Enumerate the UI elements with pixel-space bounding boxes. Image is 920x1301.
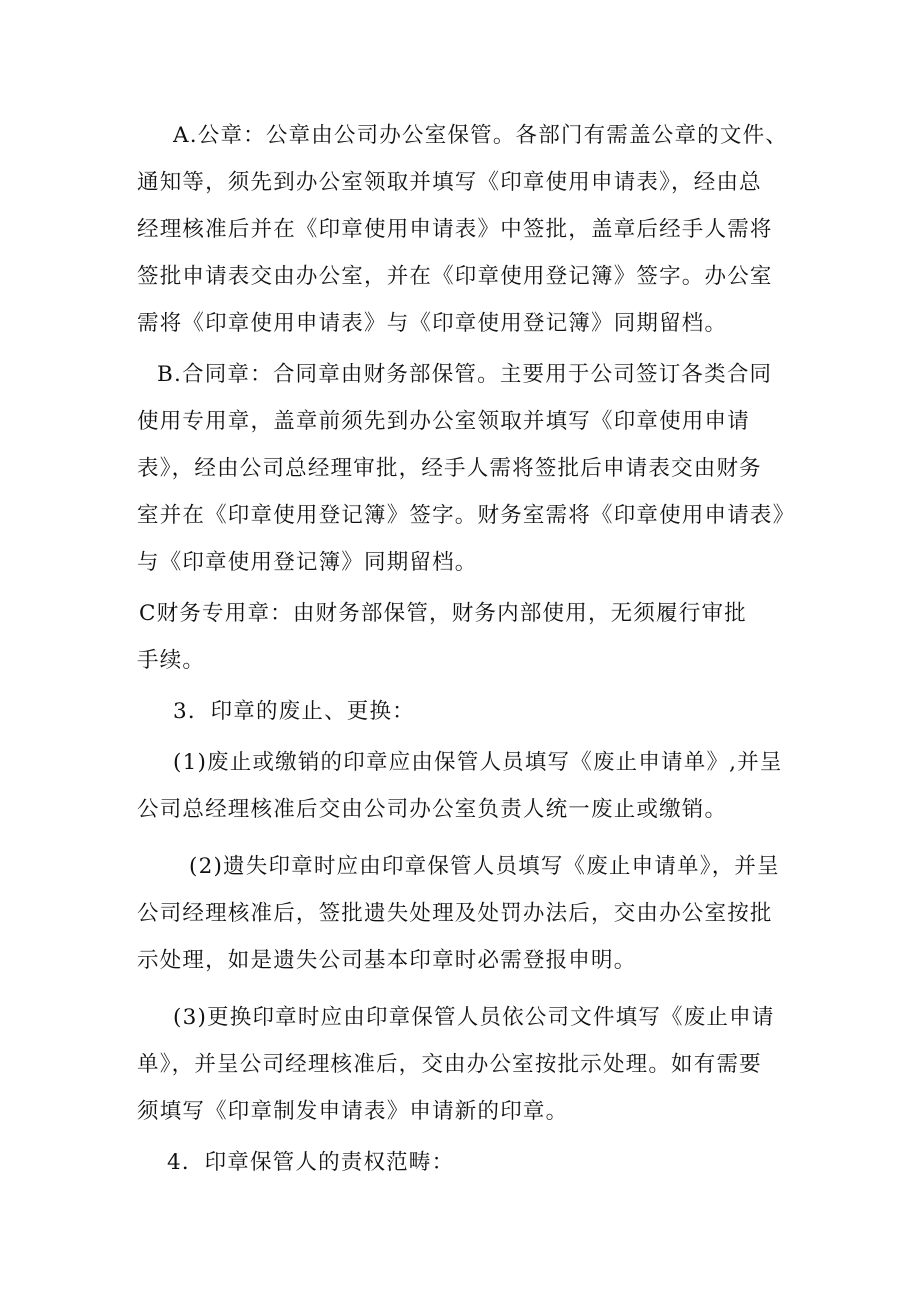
paragraph-official-seal [137,112,797,347]
text-line: C财务专用章：由财务部保管，财务内部使用，无须履行审批 [139,601,747,626]
document-body [137,112,797,1186]
text-line: B.合同章：合同章由财务部保管。主要用于公司签订各类合同 [157,362,773,387]
text-line: 室并在《印章使用登记簿》签字。财务室需将《印章使用申请表》 [137,503,796,528]
text-line: 手续。 [137,648,206,673]
text-line: 签批申请表交由办公室，并在《印章使用登记簿》签字。办公室 [137,264,773,289]
text-line: 与《印章使用登记簿》同期留档。 [137,550,478,575]
text-line: 3．印章的废止、更换： [173,699,415,724]
text-line: 4．印章保管人的责权范畴： [167,1150,455,1175]
text-line: (2)遗失印章时应由印章保管人员填写《废止申请单》，并呈 [189,854,780,879]
paragraph-item-3 [137,994,797,1135]
text-line: 表》，经由公司总经理审批，经手人需将签批后申请表交由财务 [137,456,762,481]
text-line: 经理核准后并在《印章使用申请表》中签批，盖章后经手人需将 [137,217,773,242]
text-line: (3)更换印章时应由印章保管人员依公司文件填写《废止申请 [173,1005,775,1030]
paragraph-item-2 [137,843,797,984]
text-line: 单》，并呈公司经理核准后，交由办公室按批示处理。如有需要 [137,1052,762,1077]
text-line: 需将《印章使用申请表》与《印章使用登记簿》同期留档。 [137,311,728,336]
text-line: (1)废止或缴销的印章应由保管人员填写《废止申请单》,并呈 [173,750,783,775]
text-line: 通知等，须先到办公室领取并填写《印章使用申请表》，经由总 [137,170,762,195]
text-line: 公司总经理核准后交由公司办公室负责人统一废止或缴销。 [137,797,728,822]
text-line: 公司经理核准后，签批遗失处理及处罚办法后，交由办公室按批 [137,901,773,926]
text-line: 使用专用章，盖章前须先到办公室领取并填写《印章使用申请 [137,409,750,434]
heading-keeper-responsibility [137,1139,797,1186]
text-line: 示处理，如是遗失公司基本印章时必需登报申明。 [137,948,637,973]
paragraph-item-1 [137,739,797,833]
paragraph-finance-seal [137,590,797,684]
text-line: 须填写《印章制发申请表》申请新的印章。 [137,1099,569,1124]
paragraph-contract-seal [137,351,797,586]
text-line: A.公章：公章由公司办公室保管。各部门有需盖公章的文件、 [173,123,788,148]
heading-seal-revocation [137,688,797,735]
